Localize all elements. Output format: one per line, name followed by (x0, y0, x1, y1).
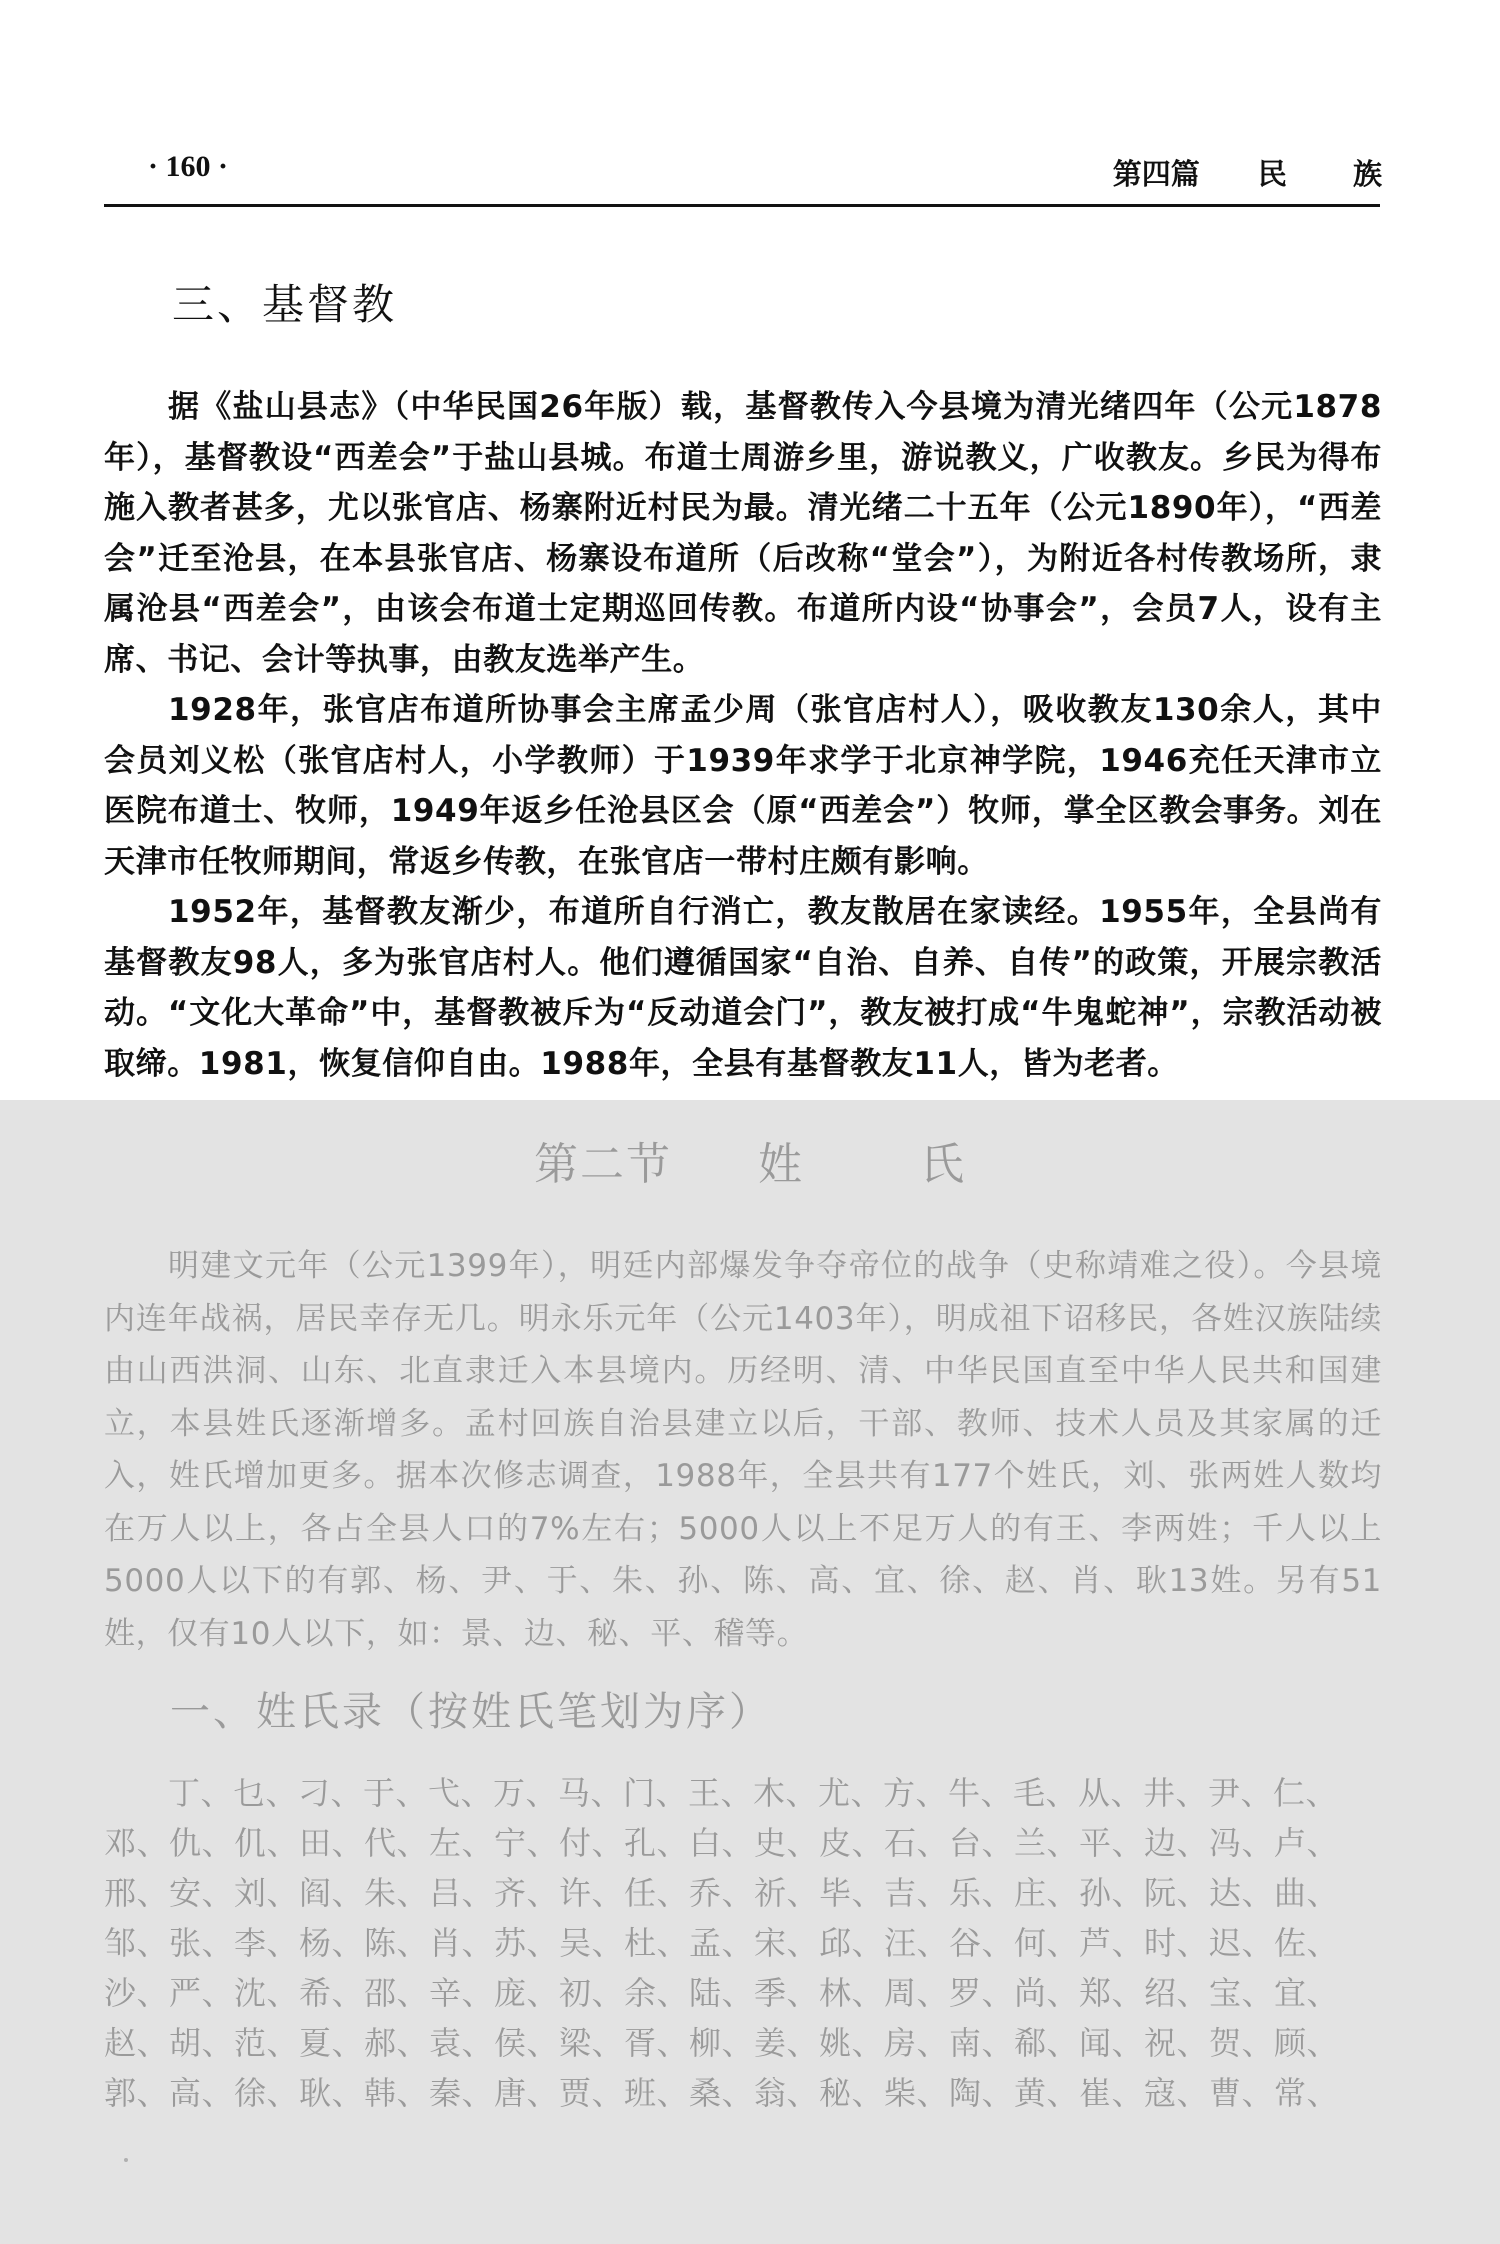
running-head-chapter-1: 民 (1257, 157, 1287, 191)
surname-line: 邓、仇、仉、田、代、左、宁、付、孔、白、史、皮、石、台、兰、平、边、冯、卢、 (104, 1824, 1340, 1862)
paragraph: 据《盐山县志》（中华民国26年版）载，基督教传入今县境为清光绪四年（公元1878年），基督教设“西差会”于盐山县城。布道士周游乡里，游说教义，广收教友。乡民为得布施入教者甚多，尤以张官店、杨寨附近村民为最。清光绪二十五年（公元1890年），“西差会”迁至沧县，在本县张官店、杨寨设布道所（后改称“堂会”），为附近各村传教场所，隶属沧县“西差会”，由该会布道士定期巡回传教。布道所内设“协事会”，会员7人，设有主席、书记、会计等执事，由教友选举产生。 (104, 389, 1382, 678)
surname-line: 赵、胡、范、夏、郝、袁、侯、梁、胥、柳、姜、姚、房、南、郗、闻、祝、贺、顾、 (104, 2024, 1340, 2062)
running-head-part: 第四篇 (1112, 157, 1200, 191)
surname-line: 郭、高、徐、耿、韩、秦、唐、贾、班、桑、翁、秘、柴、陶、黄、崔、寇、曹、常、 (104, 2074, 1340, 2112)
header-rule (104, 204, 1380, 207)
paragraph: 1952年，基督教友渐少，布道所自行消亡，教友散居在家读经。1955年，全县尚有基督教友98人，多为张官店村人。他们遵循国家“自治、自养、自传”的政策，开展宗教活动。“文化大革命”中，基督教被斥为“反动道会门”，教友被打成“牛鬼蛇神”，宗教活动被取缔。1981，恢复信仰自由。1988年，全县有基督教友11人，皆为老者。 (104, 894, 1382, 1082)
paragraph: 1928年，张官店布道所协事会主席孟少周（张官店村人），吸收教友130余人，其中会员刘义松（张官店村人，小学教师）于1939年求学于北京神学院，1946充任天津市立医院布道士、牧师，1949年返乡任沧县区会（原“西差会”）牧师，掌全区教会事务。刘在天津市任牧师期间，常返乡传教，在张官店一带村庄颇有影响。 (104, 692, 1382, 880)
section-title-char-2: 氏 (920, 1139, 966, 1190)
section-title (0, 1128, 1500, 1192)
section-title-char-1: 姓 (758, 1139, 804, 1190)
running-head (1113, 152, 1382, 193)
running-head-chapter-2: 族 (1352, 157, 1382, 191)
upper-section (0, 0, 1500, 1100)
surname-line: 邹、张、李、杨、陈、肖、苏、吴、杜、孟、宋、邱、汪、谷、何、芦、时、迟、佐、 (104, 1924, 1340, 1962)
section-body (104, 1240, 1382, 1660)
section-body (104, 382, 1382, 1089)
section-title-number: 第二节 (534, 1139, 672, 1190)
subsection-heading: 一、姓氏录（按姓氏笔划为序） (170, 1689, 772, 1735)
page-number: · 160 · (148, 150, 229, 183)
section-heading: 三、基督教 (172, 280, 398, 329)
surname-line: 沙、严、沈、希、邵、辛、庞、初、余、陆、季、林、周、罗、尚、郑、绍、宝、宜、 (104, 1974, 1340, 2012)
surname-line: 丁、乜、刁、于、弋、万、马、门、王、木、尤、方、牛、毛、从、井、尹、仁、 (168, 1774, 1339, 1812)
surname-list (104, 1768, 1394, 2118)
surname-line: 邢、安、刘、阎、朱、吕、齐、许、任、乔、祈、毕、吉、乐、庄、孙、阮、达、曲、 (104, 1874, 1340, 1912)
scan-speck (124, 2158, 128, 2162)
paragraph: 明建文元年（公元1399年），明廷内部爆发争夺帝位的战争（史称靖难之役）。今县境内连年战祸，居民幸存无几。明永乐元年（公元1403年），明成祖下诏移民，各姓汉族陆续由山西洪洞、山东、北直隶迁入本县境内。历经明、清、中华民国直至中华人民共和国建立，本县姓氏逐渐增多。孟村回族自治县建立以后，干部、教师、技术人员及其家属的迁入，姓氏增加更多。据本次修志调查，1988年，全县共有177个姓氏，刘、张两姓人数均在万人以上，各占全县人口的7%左右；5000人以上不足万人的有王、李两姓；千人以上5000人以下的有郭、杨、尹、于、朱、孙、陈、高、宜、徐、赵、肖、耿13姓。另有51姓，仅有10人以下，如：景、边、秘、平、稽等。 (104, 1248, 1382, 1652)
